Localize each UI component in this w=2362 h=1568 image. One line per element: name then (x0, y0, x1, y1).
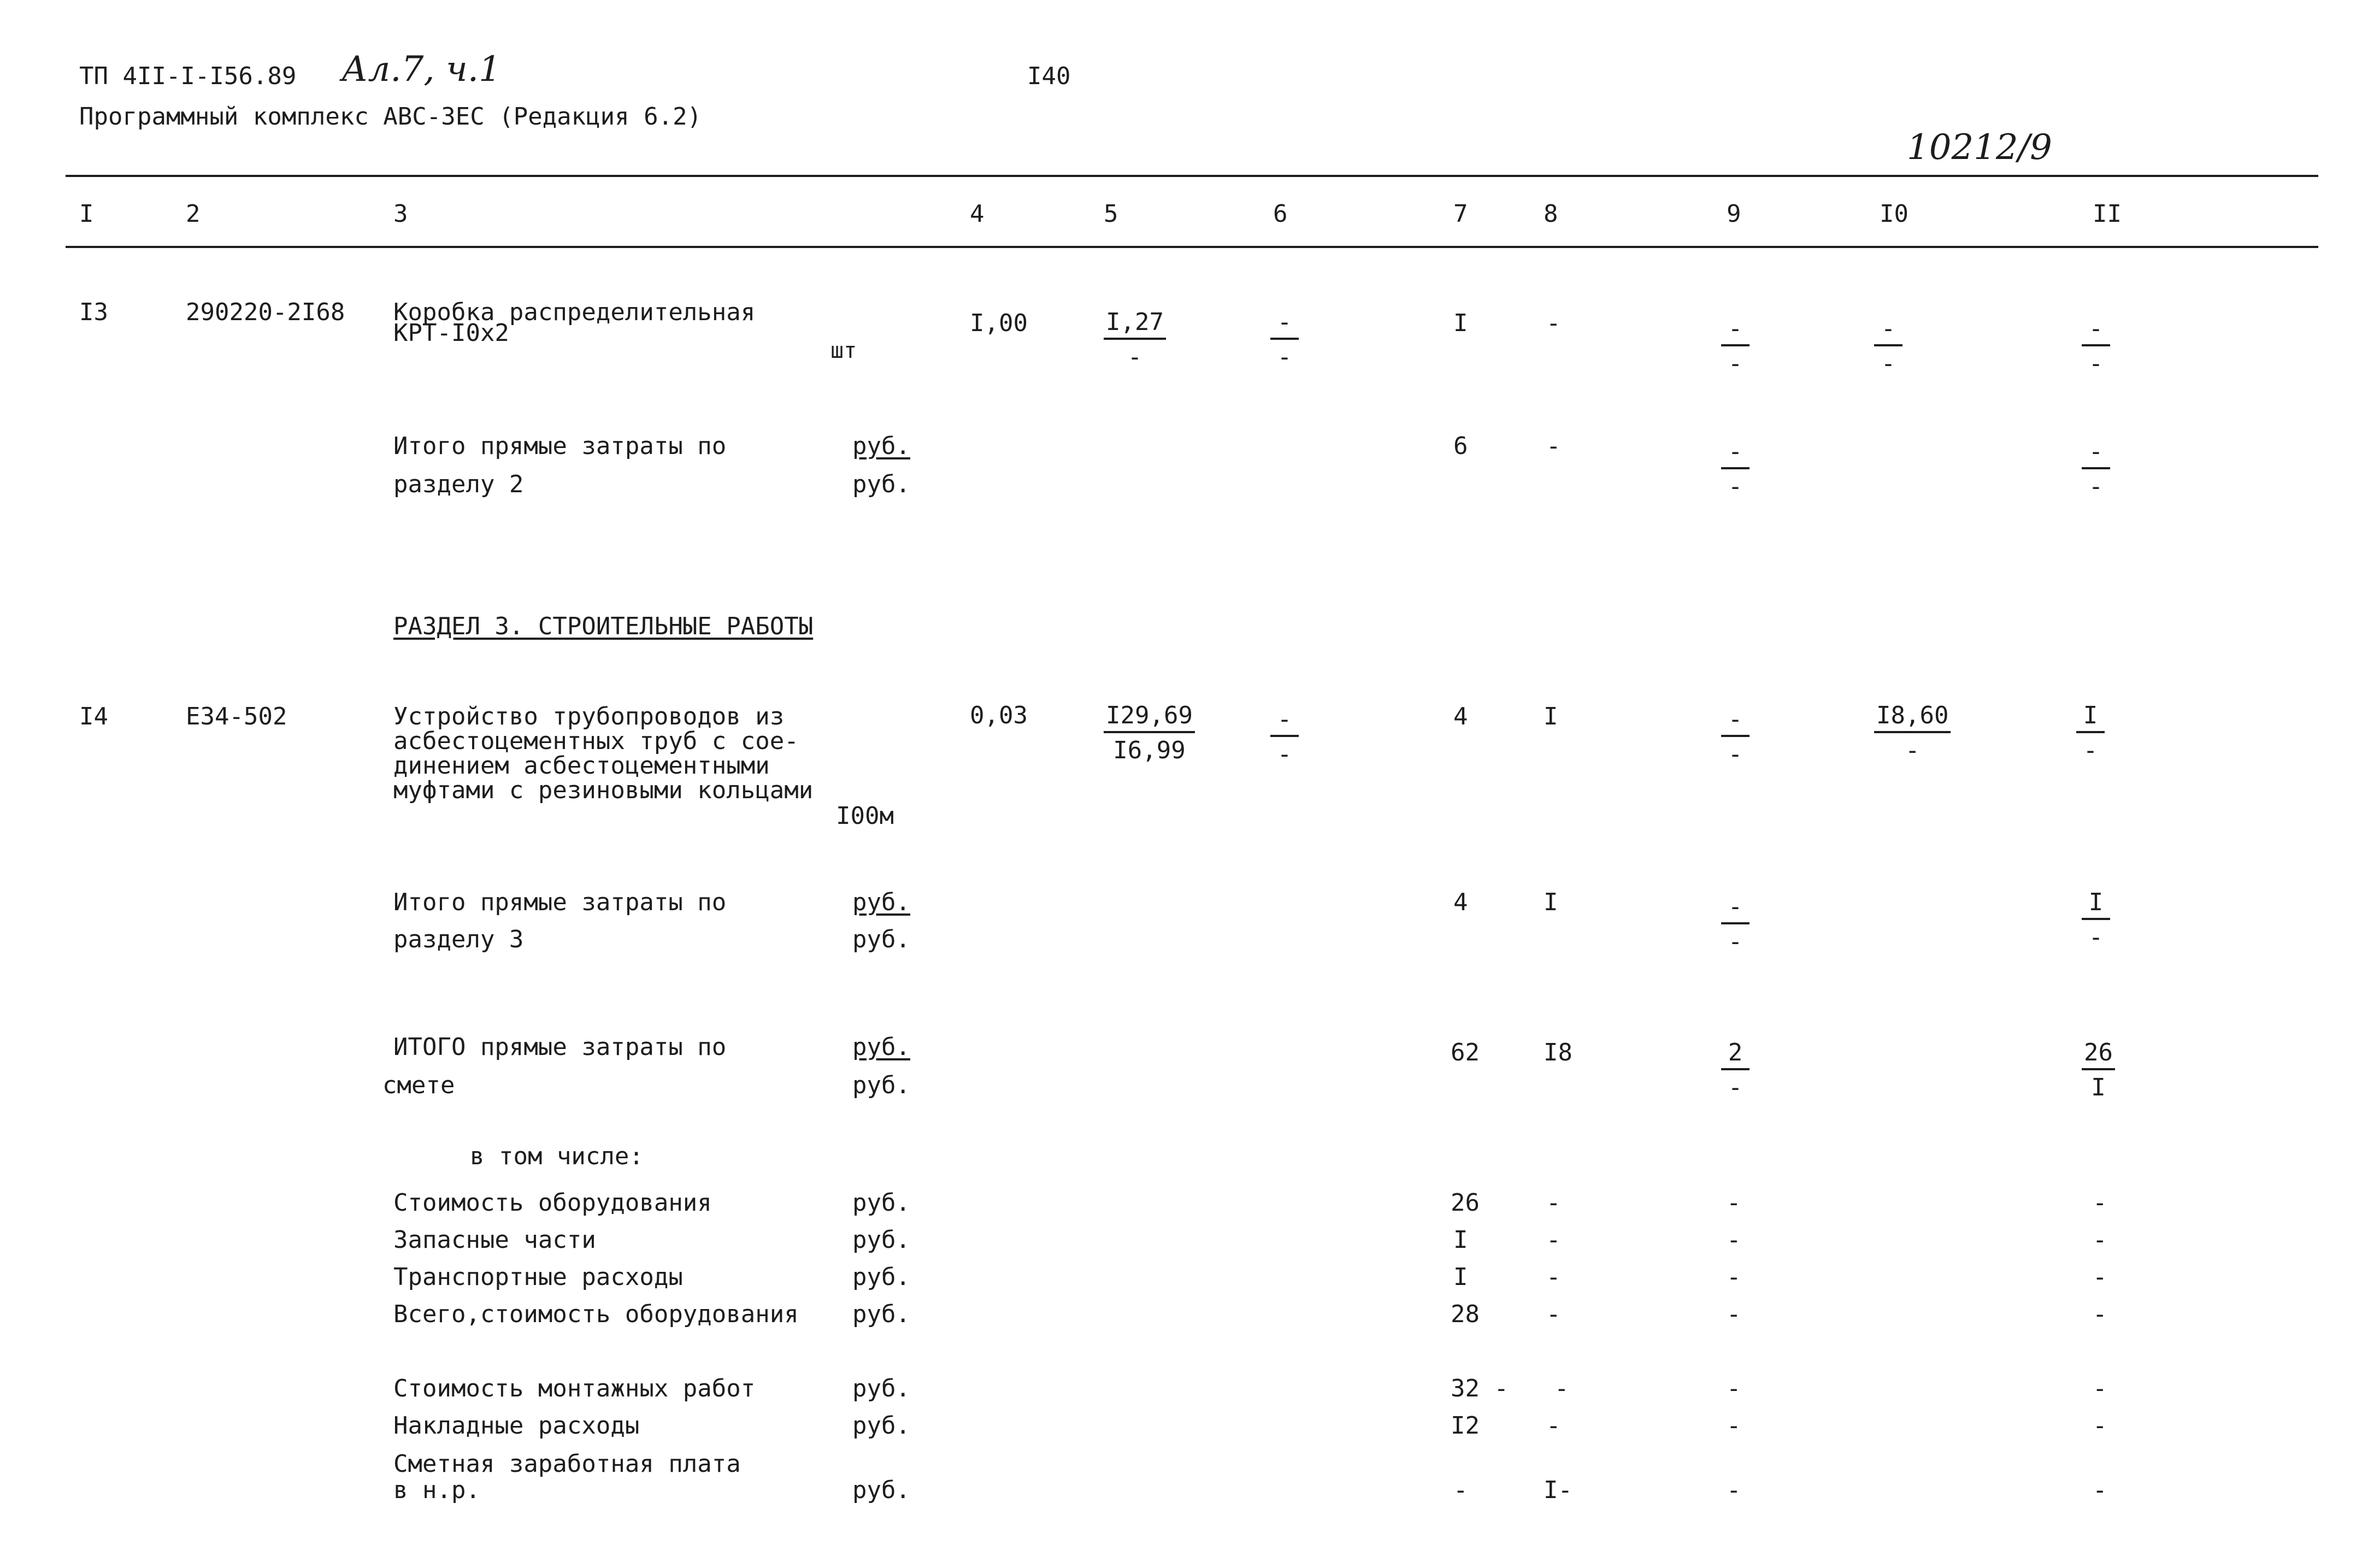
col9-top: - (1721, 317, 1750, 346)
row-unit: I00м (836, 802, 894, 830)
breakdown-col11: - (2093, 1300, 2107, 1328)
col6-bottom: - (1277, 740, 1292, 768)
subtotal-label-line: разделу 2 (393, 470, 524, 498)
breakdown-col11: - (2093, 1375, 2107, 1402)
grand-total-label-line: смете (382, 1071, 455, 1099)
subtotal-col9-fraction (1721, 440, 1750, 499)
subtotal-col9-fraction (1721, 895, 1750, 954)
header-bottom-rule (66, 246, 2318, 248)
breakdown-col9: - (1727, 1263, 1741, 1291)
including-label: в том числе: (470, 1142, 644, 1170)
col5-top: I29,69 (1104, 704, 1195, 733)
breakdown-col9: - (1727, 1412, 1741, 1440)
breakdown-col7: 28 (1451, 1300, 1480, 1328)
row-col10-fraction (1874, 704, 1951, 763)
col-header-5: 5 (1104, 200, 1118, 228)
col-header-10: I0 (1880, 200, 1909, 228)
row-code: Е34-502 (186, 703, 287, 730)
row-col10-fraction (1874, 317, 1902, 376)
subtotal-unit-top: руб. (852, 432, 910, 460)
header-top-rule (66, 175, 2318, 177)
section-title: РАЗДЕЛ 3. СТРОИТЕЛЬНЫЕ РАБОТЫ (393, 612, 814, 640)
col5-bottom: I6,99 (1113, 736, 1186, 764)
row-name-line: Коробка распределительная (393, 298, 756, 326)
col-header-3: 3 (393, 200, 408, 228)
col-header-7: 7 (1453, 200, 1468, 228)
col-header-6: 6 (1273, 200, 1288, 228)
subtotal-col7: 4 (1453, 888, 1468, 916)
breakdown-unit: руб. (852, 1412, 910, 1440)
col9-top: - (1721, 895, 1750, 924)
col11-top: 26 (2082, 1041, 2115, 1070)
subtotal-col8: I (1544, 888, 1558, 916)
col6-top: - (1270, 310, 1299, 340)
row-col6-fraction (1270, 310, 1299, 369)
col-header-1: I (79, 200, 94, 228)
breakdown-col11: - (2093, 1189, 2107, 1217)
row-col5-fraction (1104, 704, 1195, 763)
breakdown-col8: - (1554, 1375, 1569, 1402)
row-col11-fraction (2082, 317, 2110, 376)
col11-bottom: - (2088, 473, 2104, 500)
handwritten-reference: Ал.7, ч.1 (341, 49, 501, 90)
col9-bottom: - (1728, 740, 1743, 768)
row-number: I3 (79, 298, 108, 326)
row-col6-fraction (1270, 705, 1299, 768)
page-number: I40 (1027, 62, 1071, 90)
col11-top: - (2082, 317, 2110, 346)
col9-bottom: - (1728, 1074, 1743, 1101)
row-col9-fraction (1721, 705, 1750, 768)
row-col11-fraction (2076, 704, 2105, 763)
breakdown-col8: - (1546, 1263, 1561, 1291)
row-col8: I (1544, 703, 1558, 730)
breakdown-label: Накладные расходы (393, 1412, 640, 1440)
breakdown-label-line: в н.р. (393, 1476, 480, 1504)
grand-total-unit-bottom: руб. (852, 1071, 910, 1099)
breakdown-col7: I (1453, 1226, 1468, 1254)
breakdown-col8: - (1546, 1226, 1561, 1254)
row-col7: 4 (1453, 703, 1468, 730)
col11-bottom: - (2083, 736, 2098, 764)
breakdown-col9: - (1727, 1375, 1741, 1402)
grand-total-col9-fraction (1721, 1041, 1750, 1100)
breakdown-col8: - (1546, 1189, 1561, 1217)
row-name-line: асбестоцементных труб с сое- (393, 727, 799, 755)
breakdown-unit: руб. (852, 1263, 910, 1291)
col11-bottom: - (2088, 350, 2104, 378)
grand-total-unit-top: руб. (852, 1033, 910, 1061)
subtotal-label-line: Итого прямые затраты по (393, 432, 727, 460)
row-col7: I (1453, 309, 1468, 337)
row-col8: - (1546, 309, 1561, 337)
row-quantity: I,00 (970, 309, 1028, 337)
row-name-line: Устройство трубопроводов из (393, 703, 785, 730)
row-unit: шт (830, 338, 857, 363)
subtotal-col11-fraction (2082, 888, 2110, 951)
row-quantity: 0,03 (970, 702, 1028, 729)
subtotal-col8: - (1546, 432, 1561, 460)
col5-bottom: - (1127, 343, 1142, 371)
row-col5-fraction (1104, 310, 1166, 369)
breakdown-col9: - (1727, 1226, 1741, 1254)
subtotal-unit-bottom: руб. (852, 470, 910, 498)
breakdown-col7: - (1453, 1476, 1468, 1504)
subtotal-col11-fraction (2082, 440, 2110, 499)
breakdown-label: Стоимость оборудования (393, 1189, 712, 1217)
row-name-line: муфтами с резиновыми кольцами (393, 776, 814, 804)
breakdown-col9: - (1727, 1189, 1741, 1217)
col9-bottom: - (1728, 350, 1743, 378)
breakdown-col8: - (1546, 1300, 1561, 1328)
row-col9-fraction (1721, 317, 1750, 376)
col6-bottom: - (1277, 343, 1292, 371)
col9-top: - (1721, 440, 1750, 469)
breakdown-label-line: Сметная заработная плата (393, 1450, 741, 1478)
col9-top: 2 (1721, 1041, 1750, 1070)
col11-bottom: I (2091, 1074, 2106, 1101)
breakdown-label: Транспортные расходы (393, 1263, 683, 1291)
col10-bottom: - (1905, 736, 1920, 764)
program-line: Программный комплекс АВС-3ЕС (Редакция 6.2) (79, 103, 702, 131)
breakdown-unit: руб. (852, 1476, 910, 1504)
breakdown-label: Всего,стоимость оборудования (393, 1300, 799, 1328)
breakdown-label: Стоимость монтажных работ (393, 1375, 756, 1402)
breakdown-col11: - (2093, 1412, 2107, 1440)
breakdown-unit: руб. (852, 1300, 910, 1328)
breakdown-col7: 32 - (1451, 1375, 1509, 1402)
handwritten-sheet-number: 10212/9 (1907, 127, 2052, 168)
grand-total-col11-fraction (2082, 1041, 2115, 1100)
col9-top: - (1721, 708, 1750, 737)
breakdown-col11: - (2093, 1476, 2107, 1504)
col9-bottom: - (1728, 473, 1743, 500)
subtotal-unit-top: руб. (852, 888, 910, 916)
breakdown-unit: руб. (852, 1375, 910, 1402)
breakdown-unit: руб. (852, 1189, 910, 1217)
row-number: I4 (79, 703, 108, 730)
breakdown-col11: - (2093, 1263, 2107, 1291)
document-code: ТП 4II-I-I56.89 (79, 62, 297, 90)
subtotal-unit-bottom: руб. (852, 926, 910, 953)
breakdown-col9: - (1727, 1476, 1741, 1504)
col-header-11: II (2093, 200, 2122, 228)
breakdown-col7: 26 (1451, 1189, 1480, 1217)
col9-bottom: - (1728, 928, 1743, 956)
grand-total-label-line: ИТОГО прямые затраты по (393, 1033, 727, 1061)
row-code: 290220-2I68 (186, 298, 345, 326)
col11-top: I (2076, 704, 2105, 733)
breakdown-unit: руб. (852, 1226, 910, 1254)
col11-top: - (2082, 440, 2110, 469)
col5-top: I,27 (1104, 310, 1166, 340)
breakdown-col8: - (1546, 1412, 1561, 1440)
breakdown-col8: I- (1544, 1476, 1572, 1504)
breakdown-col7: I2 (1451, 1412, 1480, 1440)
col10-top: I8,60 (1874, 704, 1951, 733)
col-header-2: 2 (186, 200, 201, 228)
col-header-4: 4 (970, 200, 985, 228)
col-header-8: 8 (1544, 200, 1558, 228)
col6-top: - (1270, 708, 1299, 737)
grand-total-col8: I8 (1544, 1039, 1572, 1066)
col10-top: - (1874, 317, 1902, 346)
breakdown-col7: I (1453, 1263, 1468, 1291)
subtotal-label-line: разделу 3 (393, 926, 524, 953)
col10-bottom: - (1881, 350, 1896, 378)
row-name-line: динением асбестоцементными (393, 752, 770, 780)
breakdown-col11: - (2093, 1226, 2107, 1254)
subtotal-col7: 6 (1453, 432, 1468, 460)
col11-top: I (2082, 891, 2110, 920)
col-header-9: 9 (1727, 200, 1741, 228)
breakdown-label: Запасные части (393, 1226, 596, 1254)
row-name-line: КРТ-I0х2 (393, 319, 509, 347)
breakdown-col9: - (1727, 1300, 1741, 1328)
col11-bottom: - (2088, 923, 2104, 951)
grand-total-col7: 62 (1451, 1039, 1480, 1066)
subtotal-label-line: Итого прямые затраты по (393, 888, 727, 916)
